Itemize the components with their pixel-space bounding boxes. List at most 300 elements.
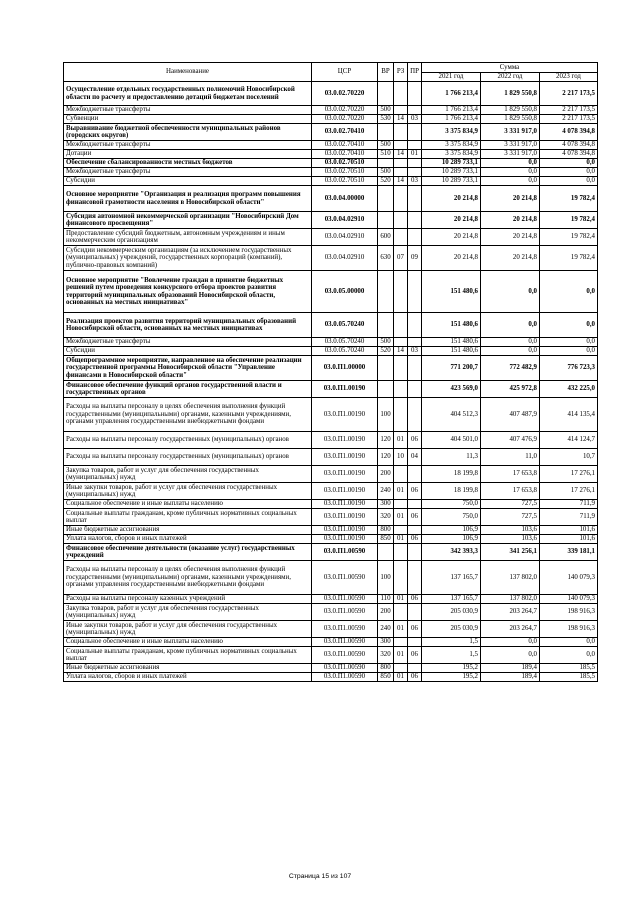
table-cell-2022: 0,0 [481,177,540,186]
table-cell-2023: 19 782,4 [540,229,598,246]
table-cell-name: Осуществление отдельных государственных полномочий Новосибирской области по расчету и предоставлению дотаций бюджетам поселений [64,82,312,106]
header-year-2023: 2023 год [540,73,598,82]
table-cell-rz [394,381,408,398]
table-row [64,212,598,229]
table-cell-name: Основное мероприятие "Организация и реализация программ повышения финансовой грамотности населения в Новосибирской области" [64,186,312,212]
table-cell-csr: 03.0.П1.00190 [312,466,378,483]
table-cell-pr [408,271,422,313]
table-cell-2021: 20 214,8 [422,246,481,271]
table-cell-2022: 0,0 [481,638,540,647]
table-cell-name: Субсидии некоммерческим организациям (за исключением государственных (муниципальных) учреждений, государственных корпораций (компаний), публично-правовых компаний) [64,246,312,271]
table-cell-rz [394,229,408,246]
table-cell-name: Иные закупки товаров, работ и услуг для обеспечения государственных (муниципальных) нужд [64,621,312,638]
table-cell-csr: 03.0.П1.00190 [312,535,378,544]
table-cell-pr: 01 [408,150,422,159]
table-cell-rz: 14 [394,115,408,124]
table-cell-vr [378,271,394,313]
table-cell-2023: 185,5 [540,673,598,682]
table-cell-2021: 151 480,6 [422,338,481,347]
table-cell-pr: 06 [408,595,422,604]
table-row [64,229,598,246]
table-cell-rz: 07 [394,246,408,271]
table-cell-csr: 03.0.П1.00590 [312,664,378,673]
table-cell-vr: 320 [378,509,394,526]
table-cell-rz [394,186,408,212]
table-cell-2022: 203 264,7 [481,621,540,638]
table-cell-rz [394,526,408,535]
table-cell-pr [408,168,422,177]
table-cell-2023: 2 217 173,5 [540,82,598,106]
table-cell-csr: 03.0.04.02910 [312,212,378,229]
table-cell-2023: 2 217 173,5 [540,106,598,115]
table-row [64,246,598,271]
table-cell-2021: 20 214,8 [422,186,481,212]
table-row [64,168,598,177]
table-cell-name: Субсидии [64,347,312,356]
table-cell-2021: 205 030,9 [422,604,481,621]
table-cell-pr [408,638,422,647]
table-cell-pr [408,212,422,229]
table-cell-pr: 03 [408,115,422,124]
table-cell-name: Уплата налогов, сборов и иных платежей [64,673,312,682]
table-cell-name: Межбюджетные трансферты [64,141,312,150]
table-cell-pr [408,338,422,347]
table-cell-rz: 01 [394,432,408,449]
table-cell-name: Реализация проектов развития территорий муниципальных образований Новосибирской области, основанных на местных инициативах [64,313,312,338]
table-cell-vr [378,124,394,141]
table-cell-2022: 189,4 [481,673,540,682]
table-cell-vr: 240 [378,483,394,500]
table-cell-name: Расходы на выплаты персоналу в целях обеспечения выполнения функций государственными (муниципальными) органами, казенными учреждениями, органами управления государственными внебюджетными фондами [64,398,312,432]
table-cell-rz [394,638,408,647]
table-cell-2022: 17 653,8 [481,466,540,483]
table-cell-2021: 205 030,9 [422,621,481,638]
table-cell-name: Финансовое обеспечение функций органов государственной власти и государственных органов [64,381,312,398]
table-cell-csr: 03.0.П1.00590 [312,647,378,664]
table-cell-2023: 140 079,3 [540,561,598,595]
table-cell-name: Иные закупки товаров, работ и услуг для обеспечения государственных (муниципальных) нужд [64,483,312,500]
table-cell-vr: 120 [378,449,394,466]
table-cell-2023: 0,0 [540,177,598,186]
table-cell-2022: 103,6 [481,535,540,544]
table-cell-pr [408,141,422,150]
table-cell-2022: 20 214,8 [481,246,540,271]
table-row [64,561,598,595]
table-cell-2021: 18 199,8 [422,483,481,500]
table-row [64,664,598,673]
table-cell-csr: 03.0.02.70220 [312,82,378,106]
table-cell-csr: 03.0.04.00000 [312,186,378,212]
table-cell-2022: 772 482,9 [481,356,540,381]
table-cell-2023: 0,0 [540,313,598,338]
table-cell-csr: 03.0.П1.00590 [312,621,378,638]
table-cell-2023: 0,0 [540,168,598,177]
table-row [64,638,598,647]
table-cell-2021: 106,9 [422,535,481,544]
table-cell-vr [378,82,394,106]
table-cell-rz: 01 [394,673,408,682]
table-cell-vr [378,356,394,381]
table-cell-rz: 10 [394,449,408,466]
table-cell-vr: 300 [378,638,394,647]
table-cell-2021: 771 200,7 [422,356,481,381]
table-cell-csr: 03.0.П1.00590 [312,638,378,647]
table-cell-rz: 14 [394,177,408,186]
table-cell-pr [408,124,422,141]
header-sum: Сумма [422,63,598,73]
table-cell-vr: 850 [378,673,394,682]
table-cell-pr [408,398,422,432]
table-cell-2021: 10 289 733,1 [422,168,481,177]
table-row [64,271,598,313]
table-cell-name: Обеспечение сбалансированности местных бюджетов [64,159,312,168]
table-cell-csr: 03.0.05.70240 [312,338,378,347]
table-cell-csr: 03.0.П1.00000 [312,356,378,381]
table-row [64,82,598,106]
table-cell-csr: 03.0.П1.00590 [312,673,378,682]
header-year-2021: 2021 год [422,73,481,82]
table-cell-2023: 17 276,1 [540,466,598,483]
table-cell-2023: 17 276,1 [540,483,598,500]
table-body [64,82,598,682]
table-cell-pr: 06 [408,535,422,544]
table-cell-name: Социальное обеспечение и иные выплаты населению [64,638,312,647]
table-cell-name: Межбюджетные трансферты [64,168,312,177]
table-cell-2023: 0,0 [540,159,598,168]
table-cell-pr [408,526,422,535]
table-cell-2023: 0,0 [540,271,598,313]
table-cell-vr: 320 [378,647,394,664]
table-cell-rz: 01 [394,509,408,526]
table-row [64,449,598,466]
table-row [64,500,598,509]
table-row [64,356,598,381]
table-row [64,466,598,483]
table-cell-vr: 300 [378,500,394,509]
table-cell-2021: 18 199,8 [422,466,481,483]
table-cell-vr: 800 [378,664,394,673]
table-cell-name: Субвенции [64,115,312,124]
table-cell-rz [394,271,408,313]
table-cell-2021: 1,5 [422,647,481,664]
header-pr: ПР [408,63,422,82]
table-cell-2022: 189,4 [481,664,540,673]
table-cell-2022: 20 214,8 [481,212,540,229]
table-row [64,159,598,168]
table-row [64,595,598,604]
table-cell-pr [408,186,422,212]
table-cell-2023: 0,0 [540,347,598,356]
table-row [64,313,598,338]
table-cell-csr: 03.0.П1.00190 [312,381,378,398]
table-cell-2022: 11,0 [481,449,540,466]
table-cell-rz: 14 [394,347,408,356]
table-cell-2022: 1 829 550,8 [481,115,540,124]
table-cell-csr: 03.0.02.70410 [312,141,378,150]
table-cell-vr: 630 [378,246,394,271]
table-cell-name: Социальное обеспечение и иные выплаты населению [64,500,312,509]
table-row [64,186,598,212]
table-cell-name: Закупка товаров, работ и услуг для обеспечения государственных (муниципальных) нужд [64,604,312,621]
table-cell-2022: 203 264,7 [481,604,540,621]
table-cell-2022: 0,0 [481,347,540,356]
table-cell-name: Закупка товаров, работ и услуг для обеспечения государственных (муниципальных) нужд [64,466,312,483]
table-row [64,124,598,141]
table-cell-2023: 432 225,0 [540,381,598,398]
table-cell-vr: 520 [378,177,394,186]
table-cell-2022: 1 829 550,8 [481,82,540,106]
table-cell-2022: 727,5 [481,509,540,526]
table-cell-2021: 151 480,6 [422,347,481,356]
table-cell-pr [408,82,422,106]
table-cell-csr: 03.0.02.70510 [312,159,378,168]
table-cell-csr: 03.0.02.70220 [312,106,378,115]
table-row [64,347,598,356]
table-cell-2022: 425 972,8 [481,381,540,398]
table-cell-2023: 19 782,4 [540,212,598,229]
table-cell-2022: 0,0 [481,313,540,338]
table-cell-vr: 100 [378,561,394,595]
table-cell-csr: 03.0.05.70240 [312,313,378,338]
table-cell-2023: 414 124,7 [540,432,598,449]
header-year-2022: 2022 год [481,73,540,82]
table-cell-vr [378,313,394,338]
table-cell-2022: 3 331 917,0 [481,124,540,141]
table-cell-pr: 03 [408,347,422,356]
table-cell-vr: 520 [378,347,394,356]
table-cell-2021: 1 766 213,4 [422,82,481,106]
table-cell-rz [394,356,408,381]
table-cell-2021: 20 214,8 [422,212,481,229]
table-row [64,150,598,159]
table-cell-pr [408,106,422,115]
table-cell-2021: 1 766 213,4 [422,115,481,124]
table-cell-rz: 01 [394,595,408,604]
table-cell-vr: 600 [378,229,394,246]
table-cell-name: Выравнивание бюджетной обеспеченности муниципальных районов (городских округов) [64,124,312,141]
table-cell-csr: 03.0.02.70510 [312,177,378,186]
table-cell-vr: 120 [378,432,394,449]
table-cell-csr: 03.0.П1.00190 [312,526,378,535]
table-cell-name: Финансовое обеспечение деятельности (оказание услуг) государственных учреждений [64,544,312,561]
table-cell-2021: 10 289 733,1 [422,177,481,186]
table-cell-2023: 2 217 173,5 [540,115,598,124]
table-cell-2022: 3 331 917,0 [481,141,540,150]
table-cell-rz [394,106,408,115]
table-cell-csr: 03.0.02.70220 [312,115,378,124]
header-rz: РЗ [394,63,408,82]
table-cell-2023: 19 782,4 [540,246,598,271]
table-cell-2022: 17 653,8 [481,483,540,500]
table-cell-rz [394,212,408,229]
table-cell-name: Субсидии [64,177,312,186]
table-cell-2023: 4 078 394,8 [540,141,598,150]
table-cell-csr: 03.0.П1.00190 [312,449,378,466]
table-cell-2023: 198 916,3 [540,621,598,638]
table-row [64,115,598,124]
table-cell-2022: 3 331 917,0 [481,150,540,159]
table-cell-2022: 137 802,0 [481,561,540,595]
table-row [64,381,598,398]
table-cell-csr: 03.0.П1.00590 [312,595,378,604]
table-cell-csr: 03.0.04.02910 [312,246,378,271]
table-cell-vr [378,159,394,168]
table-cell-name: Расходы на выплаты персоналу казенных учреждений [64,595,312,604]
table-cell-rz [394,544,408,561]
table-cell-2022: 341 256,1 [481,544,540,561]
table-cell-rz [394,124,408,141]
table-cell-vr: 500 [378,168,394,177]
table-cell-vr [378,381,394,398]
table-row [64,526,598,535]
table-cell-2023: 711,9 [540,500,598,509]
table-cell-rz [394,664,408,673]
table-cell-csr: 03.0.02.70410 [312,124,378,141]
table-cell-csr: 03.0.П1.00190 [312,500,378,509]
table-cell-vr: 500 [378,141,394,150]
table-cell-vr: 110 [378,595,394,604]
table-cell-2022: 407 487,9 [481,398,540,432]
table-cell-2021: 404 501,0 [422,432,481,449]
table-cell-2021: 106,9 [422,526,481,535]
budget-table [63,62,598,682]
table-cell-2023: 711,9 [540,509,598,526]
table-cell-csr: 03.0.П1.00590 [312,604,378,621]
table-cell-pr [408,229,422,246]
table-cell-2023: 0,0 [540,638,598,647]
table-cell-2021: 3 375 834,9 [422,150,481,159]
table-row [64,483,598,500]
table-cell-pr: 06 [408,432,422,449]
table-cell-2021: 1,5 [422,638,481,647]
table-cell-rz: 01 [394,621,408,638]
table-cell-pr [408,466,422,483]
table-cell-csr: 03.0.П1.00190 [312,483,378,500]
table-cell-2023: 0,0 [540,338,598,347]
table-cell-rz: 14 [394,150,408,159]
table-cell-2021: 151 480,6 [422,313,481,338]
table-cell-vr: 800 [378,526,394,535]
page-footer: Страница 15 из 107 [288,873,352,880]
table-row [64,535,598,544]
table-cell-name: Иные бюджетные ассигнования [64,664,312,673]
table-cell-rz: 01 [394,535,408,544]
table-cell-rz [394,159,408,168]
table-cell-2021: 1 766 213,4 [422,106,481,115]
table-cell-name: Социальные выплаты гражданам, кроме публичных нормативных социальных выплат [64,509,312,526]
table-cell-csr: 03.0.П1.00190 [312,432,378,449]
table-cell-2023: 19 782,4 [540,186,598,212]
table-cell-2021: 3 375 834,9 [422,141,481,150]
table-cell-2023: 101,6 [540,526,598,535]
table-cell-name: Межбюджетные трансферты [64,106,312,115]
table-cell-name: Межбюджетные трансферты [64,338,312,347]
table-row [64,141,598,150]
table-cell-vr: 100 [378,398,394,432]
table-cell-name: Предоставление субсидий бюджетным, автономным учреждениям и иным некоммерческим организациям [64,229,312,246]
table-row [64,621,598,638]
table-cell-2022: 103,6 [481,526,540,535]
table-cell-rz [394,338,408,347]
table-cell-2021: 11,3 [422,449,481,466]
table-cell-2022: 0,0 [481,338,540,347]
table-cell-pr [408,159,422,168]
table-cell-rz [394,141,408,150]
table-cell-2021: 20 214,8 [422,229,481,246]
table-cell-2023: 339 181,1 [540,544,598,561]
table-cell-vr: 530 [378,115,394,124]
table-cell-pr [408,561,422,595]
table-cell-rz [394,82,408,106]
table-cell-pr: 06 [408,621,422,638]
table-cell-name: Расходы на выплаты персоналу государственных (муниципальных) органов [64,432,312,449]
table-cell-pr: 06 [408,483,422,500]
budget-table-sheet [63,62,597,682]
table-cell-pr [408,664,422,673]
table-cell-pr: 04 [408,449,422,466]
table-cell-pr: 03 [408,177,422,186]
table-row [64,338,598,347]
table-cell-2023: 776 723,3 [540,356,598,381]
table-cell-vr: 850 [378,535,394,544]
table-cell-2021: 195,2 [422,664,481,673]
table-cell-2023: 414 135,4 [540,398,598,432]
table-row [64,106,598,115]
table-cell-2022: 0,0 [481,168,540,177]
header-name: Наименование [64,63,312,82]
table-cell-vr: 200 [378,466,394,483]
table-cell-name: Уплата налогов, сборов и иных платежей [64,535,312,544]
table-cell-csr: 03.0.П1.00590 [312,544,378,561]
table-cell-name: Расходы на выплаты персоналу государственных (муниципальных) органов [64,449,312,466]
table-cell-rz [394,466,408,483]
table-cell-rz: 01 [394,483,408,500]
table-cell-2021: 137 165,7 [422,595,481,604]
table-cell-2023: 140 079,3 [540,595,598,604]
table-cell-2022: 20 214,8 [481,186,540,212]
table-cell-2021: 404 512,3 [422,398,481,432]
table-cell-csr: 03.0.02.70410 [312,150,378,159]
table-cell-rz [394,604,408,621]
table-cell-csr: 03.0.П1.00190 [312,398,378,432]
table-cell-2021: 3 375 834,9 [422,124,481,141]
table-cell-vr: 500 [378,106,394,115]
table-cell-2021: 10 289 733,1 [422,159,481,168]
table-cell-pr [408,500,422,509]
table-row [64,177,598,186]
table-cell-vr [378,186,394,212]
table-cell-pr [408,313,422,338]
table-cell-2023: 101,6 [540,535,598,544]
table-cell-2022: 137 802,0 [481,595,540,604]
table-cell-name: Дотации [64,150,312,159]
table-cell-pr [408,356,422,381]
table-cell-2022: 407 476,9 [481,432,540,449]
header-vr: ВР [378,63,394,82]
header-csr: ЦСР [312,63,378,82]
table-cell-vr: 240 [378,621,394,638]
table-cell-2021: 423 569,0 [422,381,481,398]
table-cell-csr: 03.0.П1.00190 [312,509,378,526]
table-cell-vr: 500 [378,338,394,347]
table-cell-2021: 750,0 [422,509,481,526]
table-row [64,509,598,526]
table-cell-pr [408,544,422,561]
table-cell-pr [408,381,422,398]
table-row [64,673,598,682]
table-cell-2023: 185,5 [540,664,598,673]
table-cell-rz [394,500,408,509]
